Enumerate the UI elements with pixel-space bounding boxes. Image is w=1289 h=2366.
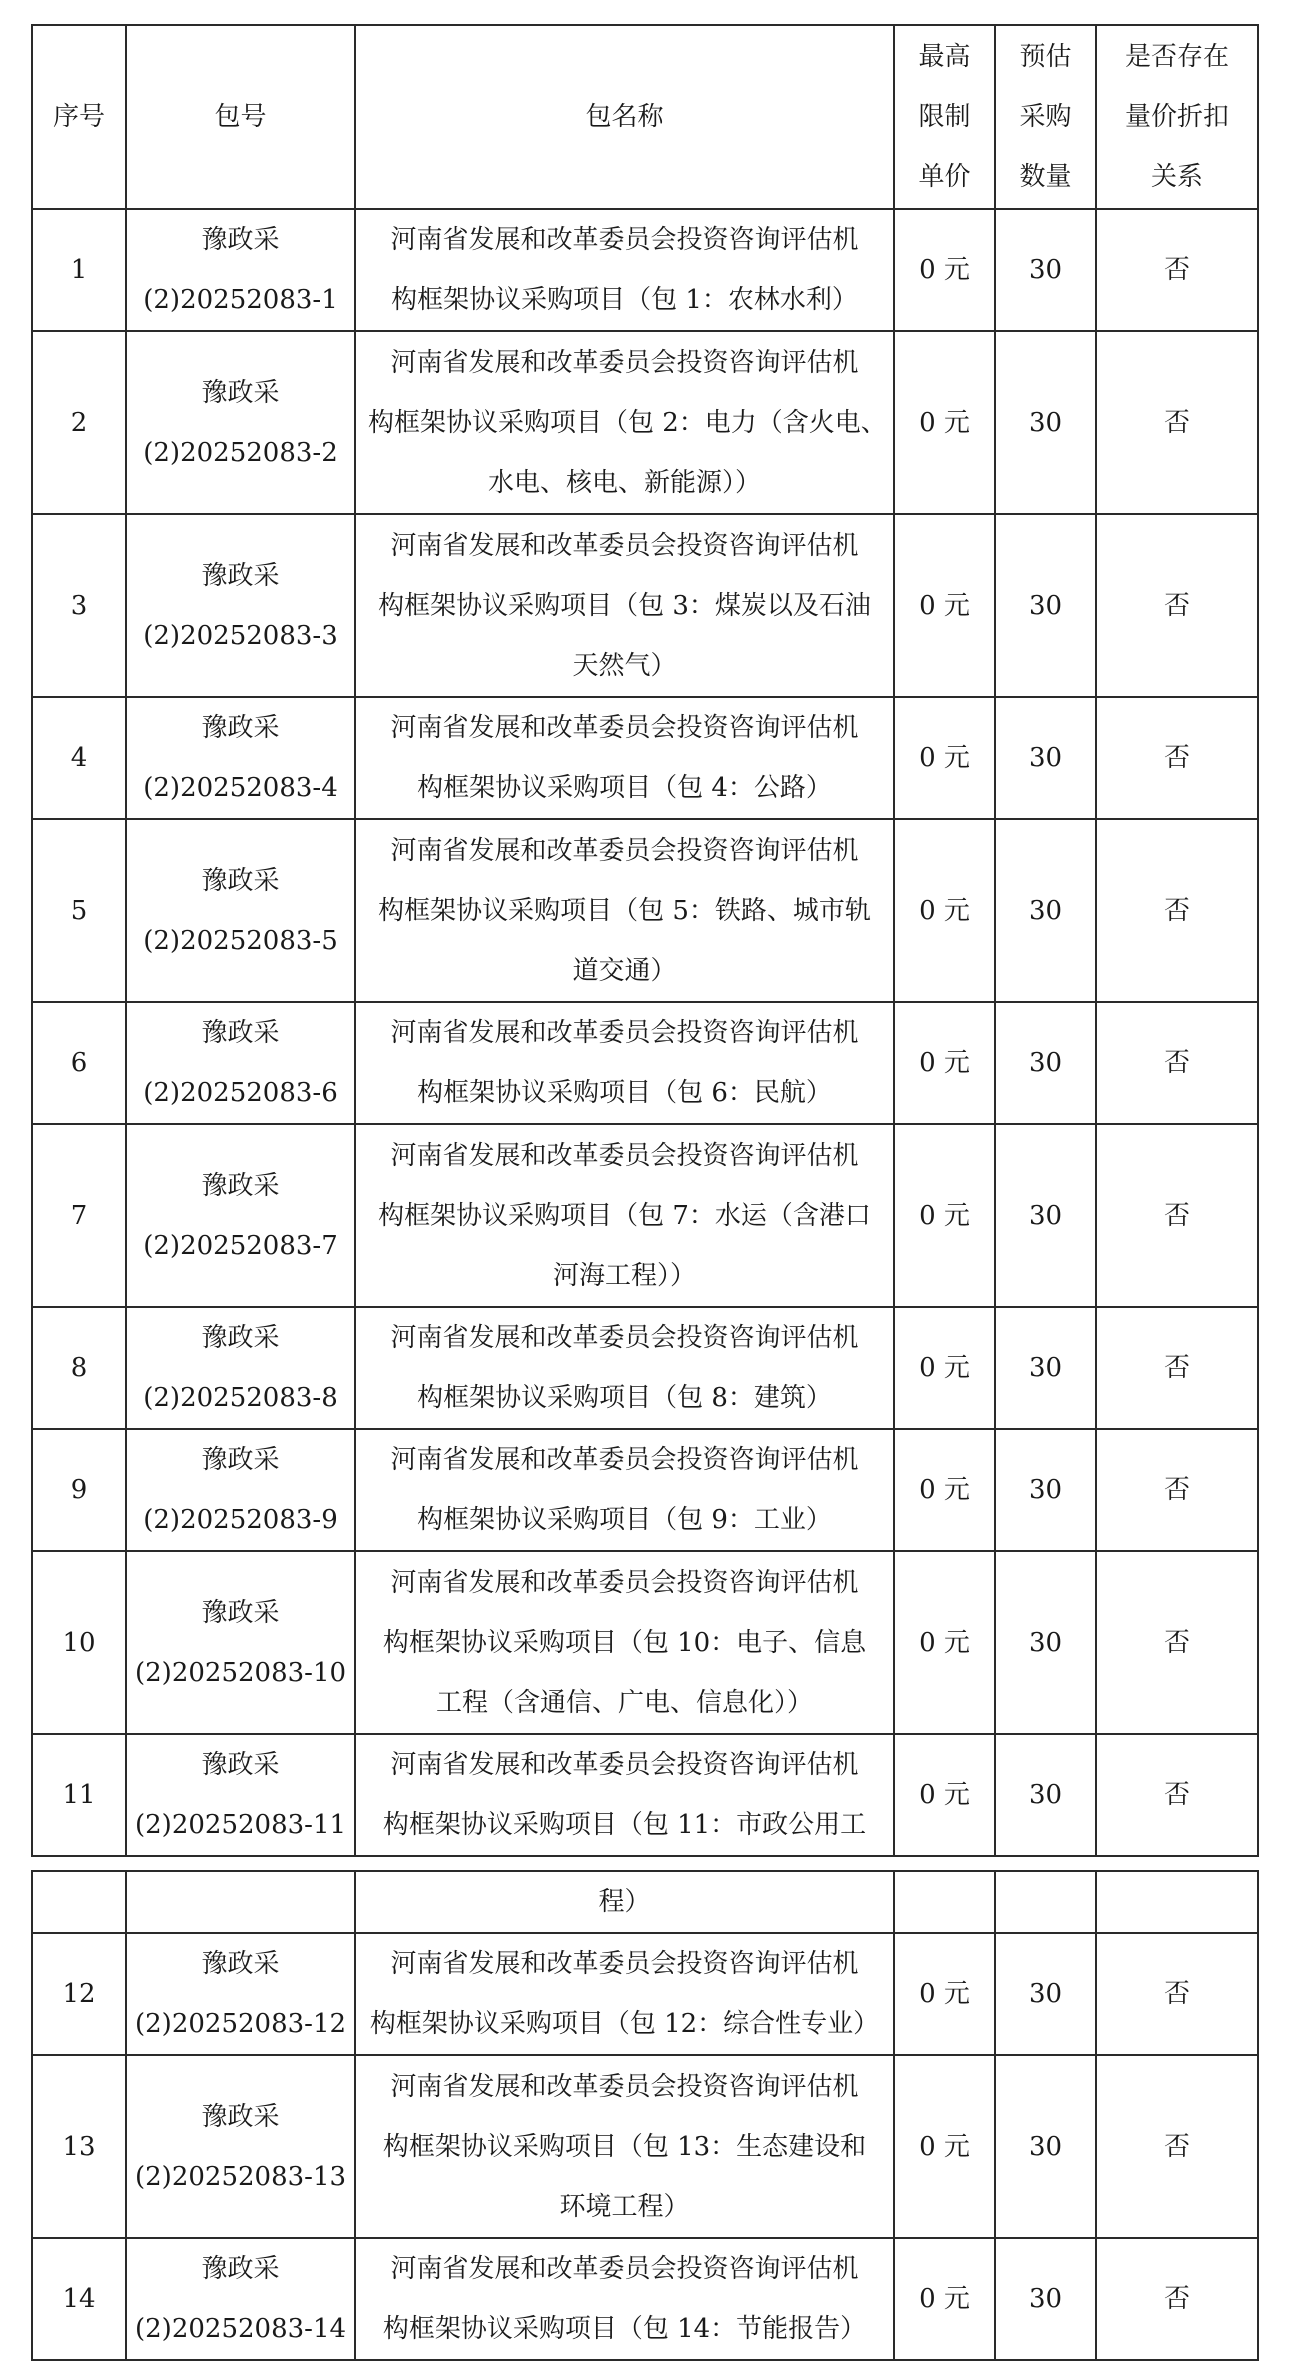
- quantity-cell: 30: [995, 1734, 1096, 1856]
- package-number-cell-line: 豫政采: [201, 560, 280, 591]
- package-name-cell-line: 水电、核电、新能源））: [487, 467, 761, 498]
- package-name-cell: [355, 514, 894, 697]
- max-price-cell: 0 元: [894, 2055, 995, 2238]
- package-number-cell-line: (2)20252083-11: [135, 1810, 347, 1840]
- package-number-cell: [126, 2055, 355, 2238]
- quantity-cell: 30: [995, 1429, 1096, 1551]
- package-name-cell-line: 环境工程）: [559, 2191, 690, 2222]
- package-number-cell-line: (2)20252083-5: [143, 925, 338, 956]
- quantity-cell: 30: [995, 2055, 1096, 2238]
- discount-cell: 否: [1096, 514, 1258, 697]
- package-name-cell-line: 构框架协议采购项目（包 6：民航）: [417, 1078, 832, 1108]
- header-row: [32, 25, 1258, 209]
- quantity-cell: 30: [995, 2238, 1096, 2360]
- quantity-cell: 30: [995, 209, 1096, 331]
- discount-cell: 否: [1096, 331, 1258, 514]
- seq-cell: 13: [32, 2055, 126, 2238]
- max-price-cell: 0 元: [894, 1429, 995, 1551]
- package-number-cell-line: (2)20252083-8: [143, 1383, 338, 1413]
- package-name-cell-line: 河南省发展和改革委员会投资咨询评估机: [390, 530, 859, 561]
- package-name-cell: [355, 2055, 894, 2238]
- package-name-cell-line: 构框架协议采购项目（包 10：电子、信息: [382, 1627, 867, 1658]
- package-number-cell-line: (2)20252083-7: [143, 1230, 338, 1261]
- discount-cell: 否: [1096, 1734, 1258, 1856]
- discount-cell: 否: [1096, 1933, 1258, 2055]
- header-package-name: 包名称: [355, 25, 894, 209]
- package-number-cell-line: (2)20252083-9: [143, 1505, 338, 1535]
- package-number-cell: [126, 819, 355, 1002]
- package-name-cell: [355, 1551, 894, 1734]
- quantity-cell: 30: [995, 331, 1096, 514]
- continuation-row: [32, 1871, 1258, 1933]
- package-number-cell-line: 豫政采: [201, 1323, 280, 1353]
- max-price-cell: 0 元: [894, 2238, 995, 2360]
- header-volume-discount-line: 量价折扣: [1124, 102, 1229, 132]
- seq-cell: 12: [32, 1933, 126, 2055]
- quantity-cell: 30: [995, 1307, 1096, 1429]
- table-row: [32, 819, 1258, 1002]
- table-row: [32, 209, 1258, 331]
- table-row: [32, 2238, 1258, 2360]
- package-number-cell: [126, 331, 355, 514]
- package-name-cell-line: 河南省发展和改革委员会投资咨询评估机: [390, 1750, 859, 1780]
- seq-cell: 1: [32, 209, 126, 331]
- table-row: [32, 2055, 1258, 2238]
- seq-cell: 10: [32, 1551, 126, 1734]
- package-number-cell-line: (2)20252083-2: [143, 437, 338, 468]
- continuation-price-cell: [894, 1871, 995, 1933]
- quantity-cell: 30: [995, 819, 1096, 1002]
- package-name-cell-line: 河南省发展和改革委员会投资咨询评估机: [390, 1445, 859, 1475]
- table-row: [32, 1551, 1258, 1734]
- package-number-cell: [126, 1002, 355, 1124]
- package-name-cell-line: 构框架协议采购项目（包 4：公路）: [417, 773, 832, 803]
- header-seq: 序号: [32, 25, 126, 209]
- max-price-cell: 0 元: [894, 1933, 995, 2055]
- package-name-cell: [355, 1002, 894, 1124]
- package-name-cell-line: 构框架协议采购项目（包 8：建筑）: [417, 1383, 832, 1413]
- header-max-unit-price-line: 单价: [918, 162, 971, 192]
- package-name-cell-line: 构框架协议采购项目（包 11：市政公用工: [382, 1810, 867, 1840]
- package-name-cell-line: 构框架协议采购项目（包 13：生态建设和: [382, 2131, 867, 2162]
- package-name-cell: [355, 1307, 894, 1429]
- discount-cell: 否: [1096, 1307, 1258, 1429]
- package-number-cell-line: 豫政采: [201, 1750, 280, 1780]
- package-name-cell-line: 构框架协议采购项目（包 14：节能报告）: [382, 2314, 867, 2344]
- table-row: [32, 697, 1258, 819]
- package-number-cell: [126, 1734, 355, 1856]
- seq-cell: 8: [32, 1307, 126, 1429]
- header-estimated-quantity-line: 数量: [1019, 162, 1072, 192]
- quantity-cell: 30: [995, 514, 1096, 697]
- max-price-cell: 0 元: [894, 331, 995, 514]
- quantity-cell: 30: [995, 1002, 1096, 1124]
- package-number-cell-line: 豫政采: [201, 1018, 280, 1048]
- quantity-cell: 30: [995, 1933, 1096, 2055]
- procurement-table: [31, 24, 1259, 1857]
- package-name-cell-line: 河南省发展和改革委员会投资咨询评估机: [390, 1949, 859, 1979]
- package-number-cell-line: (2)20252083-3: [143, 620, 338, 651]
- package-number-cell-line: 豫政采: [201, 1170, 280, 1201]
- package-name-cell-line: 河南省发展和改革委员会投资咨询评估机: [390, 225, 859, 255]
- package-name-cell: [355, 1933, 894, 2055]
- discount-cell: 否: [1096, 819, 1258, 1002]
- table-row: [32, 331, 1258, 514]
- max-price-cell: 0 元: [894, 697, 995, 819]
- package-name-cell-line: 河南省发展和改革委员会投资咨询评估机: [390, 1018, 859, 1048]
- continuation-seq-cell: [32, 1871, 126, 1933]
- package-number-cell-line: (2)20252083-14: [135, 2314, 347, 2344]
- package-name-cell-line: 河南省发展和改革委员会投资咨询评估机: [390, 2071, 859, 2102]
- seq-cell: 2: [32, 331, 126, 514]
- package-number-cell-line: 豫政采: [201, 713, 280, 743]
- discount-cell: 否: [1096, 697, 1258, 819]
- max-price-cell: 0 元: [894, 1307, 995, 1429]
- package-number-cell: [126, 514, 355, 697]
- package-name-cell-line: 河南省发展和改革委员会投资咨询评估机: [390, 835, 859, 866]
- package-name-cell-line: 构框架协议采购项目（包 3：煤炭以及石油: [378, 590, 871, 621]
- package-number-cell: [126, 697, 355, 819]
- seq-cell: 9: [32, 1429, 126, 1551]
- table-row: [32, 1124, 1258, 1307]
- package-name-cell: [355, 1429, 894, 1551]
- header-estimated-quantity-line: 预估: [1019, 42, 1072, 72]
- package-number-cell-line: 豫政采: [201, 865, 280, 896]
- discount-cell: 否: [1096, 1124, 1258, 1307]
- table-row: [32, 1002, 1258, 1124]
- package-name-cell-line: 河南省发展和改革委员会投资咨询评估机: [390, 713, 859, 743]
- table-row: [32, 514, 1258, 697]
- header-max-unit-price: [894, 25, 995, 209]
- discount-cell: 否: [1096, 1551, 1258, 1734]
- package-name-cell-line: 构框架协议采购项目（包 12：综合性专业）: [369, 2009, 880, 2039]
- max-price-cell: 0 元: [894, 1551, 995, 1734]
- package-name-cell-line: 河南省发展和改革委员会投资咨询评估机: [390, 347, 859, 378]
- discount-cell: 否: [1096, 209, 1258, 331]
- seq-cell: 4: [32, 697, 126, 819]
- seq-cell: 3: [32, 514, 126, 697]
- table-row: [32, 1933, 1258, 2055]
- package-number-cell-line: (2)20252083-10: [135, 1657, 347, 1688]
- package-name-cell-line: 道交通）: [572, 955, 677, 986]
- seq-cell: 11: [32, 1734, 126, 1856]
- discount-cell: 否: [1096, 2238, 1258, 2360]
- discount-cell: 否: [1096, 1429, 1258, 1551]
- package-name-cell: [355, 819, 894, 1002]
- seq-cell: 6: [32, 1002, 126, 1124]
- package-name-cell-line: 河南省发展和改革委员会投资咨询评估机: [390, 1140, 859, 1171]
- package-number-cell-line: 豫政采: [201, 2101, 280, 2132]
- max-price-cell: 0 元: [894, 209, 995, 331]
- package-number-cell-line: 豫政采: [201, 2254, 280, 2284]
- continuation-quantity-cell: [995, 1871, 1096, 1933]
- max-price-cell: 0 元: [894, 819, 995, 1002]
- package-name-cell: [355, 2238, 894, 2360]
- max-price-cell: 0 元: [894, 514, 995, 697]
- header-volume-discount: [1096, 25, 1258, 209]
- table-row: [32, 1734, 1258, 1856]
- package-name-cell-line: 构框架协议采购项目（包 2：电力（含火电、: [368, 407, 887, 438]
- seq-cell: 14: [32, 2238, 126, 2360]
- package-name-cell-line: 工程（含通信、广电、信息化））: [435, 1687, 813, 1718]
- max-price-cell: 0 元: [894, 1734, 995, 1856]
- package-name-cell-line: 河南省发展和改革委员会投资咨询评估机: [390, 1323, 859, 1353]
- package-name-cell: [355, 1124, 894, 1307]
- package-number-cell: [126, 1429, 355, 1551]
- package-name-cell: [355, 331, 894, 514]
- package-name-cell-line: 构框架协议采购项目（包 7：水运（含港口: [378, 1200, 871, 1231]
- package-name-cell-line: 构框架协议采购项目（包 9：工业）: [417, 1505, 832, 1535]
- continuation-package-cell: [126, 1871, 355, 1933]
- quantity-cell: 30: [995, 1124, 1096, 1307]
- package-name-cell: [355, 1734, 894, 1856]
- procurement-table-continued: [31, 1870, 1259, 2361]
- package-number-cell-line: (2)20252083-12: [135, 2009, 347, 2039]
- seq-cell: 7: [32, 1124, 126, 1307]
- max-price-cell: 0 元: [894, 1002, 995, 1124]
- header-volume-discount-line: 关系: [1150, 162, 1203, 192]
- header-volume-discount-line: 是否存在: [1124, 42, 1229, 72]
- package-number-cell-line: 豫政采: [201, 1597, 280, 1628]
- table-row: [32, 1307, 1258, 1429]
- header-package-number: 包号: [126, 25, 355, 209]
- package-name-cell-line: 河南省发展和改革委员会投资咨询评估机: [390, 1567, 859, 1598]
- discount-cell: 否: [1096, 2055, 1258, 2238]
- package-name-cell-line: 构框架协议采购项目（包 5：铁路、城市轨: [378, 895, 871, 926]
- max-price-cell: 0 元: [894, 1124, 995, 1307]
- package-number-cell: [126, 1307, 355, 1429]
- package-number-cell-line: (2)20252083-4: [143, 773, 338, 803]
- package-name-cell: [355, 697, 894, 819]
- package-name-cell-line: 河海工程））: [552, 1260, 696, 1291]
- package-number-cell: [126, 1124, 355, 1307]
- package-number-cell-line: (2)20252083-13: [135, 2161, 347, 2192]
- package-name-cell-line: 河南省发展和改革委员会投资咨询评估机: [390, 2254, 859, 2284]
- package-name-cell-line: 构框架协议采购项目（包 1：农林水利）: [391, 285, 858, 315]
- package-number-cell-line: 豫政采: [201, 1949, 280, 1979]
- package-name-cell-line: 天然气）: [572, 650, 677, 681]
- header-estimated-quantity-line: 采购: [1019, 102, 1072, 132]
- package-number-cell-line: 豫政采: [201, 1445, 280, 1475]
- header-max-unit-price-line: 限制: [918, 102, 971, 132]
- continuation-discount-cell: [1096, 1871, 1258, 1933]
- package-number-cell-line: (2)20252083-1: [143, 285, 338, 315]
- package-number-cell: [126, 209, 355, 331]
- quantity-cell: 30: [995, 1551, 1096, 1734]
- header-estimated-quantity: [995, 25, 1096, 209]
- package-number-cell-line: (2)20252083-6: [143, 1078, 338, 1108]
- package-number-cell-line: 豫政采: [201, 225, 280, 255]
- package-number-cell: [126, 2238, 355, 2360]
- seq-cell: 5: [32, 819, 126, 1002]
- header-max-unit-price-line: 最高: [918, 42, 971, 72]
- package-number-cell-line: 豫政采: [201, 377, 280, 408]
- package-number-cell: [126, 1551, 355, 1734]
- continuation-name-cell: 程）: [355, 1871, 894, 1933]
- package-name-cell: [355, 209, 894, 331]
- table-row: [32, 1429, 1258, 1551]
- quantity-cell: 30: [995, 697, 1096, 819]
- discount-cell: 否: [1096, 1002, 1258, 1124]
- package-number-cell: [126, 1933, 355, 2055]
